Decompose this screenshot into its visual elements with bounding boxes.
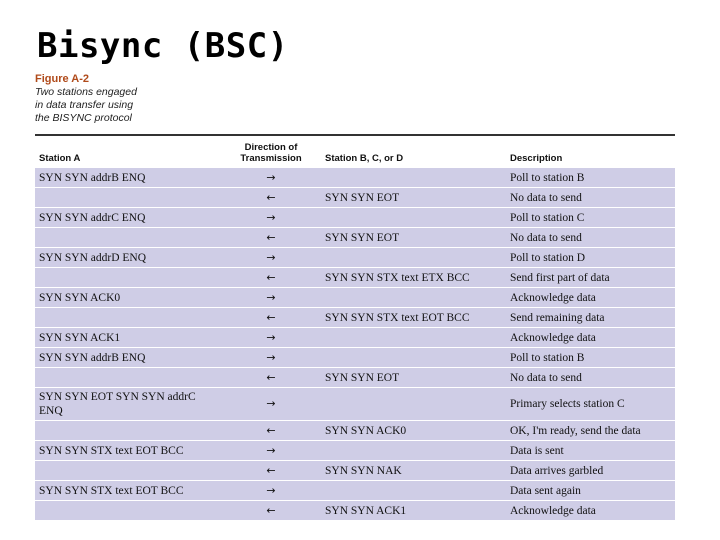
cell-station-b: SYN SYN STX text ETX BCC [321, 268, 506, 288]
cell-station-a [35, 308, 221, 328]
header-station-b: Station B, C, or D [325, 153, 404, 164]
header-station-a: Station A [39, 153, 81, 164]
direction-arrow-icon: → [221, 328, 321, 348]
cell-description: Acknowledge data [506, 328, 675, 348]
cell-station-a: SYN SYN STX text EOT BCC [35, 441, 221, 461]
cell-station-b: SYN SYN NAK [321, 461, 506, 481]
cell-description: Data is sent [506, 441, 675, 461]
cell-station-b [321, 388, 506, 421]
cell-description: Send remaining data [506, 308, 675, 328]
direction-arrow-icon: → [221, 168, 321, 188]
cell-description: Acknowledge data [506, 501, 675, 521]
cell-station-b [321, 328, 506, 348]
direction-arrow-icon: ← [221, 268, 321, 288]
cell-description: Data arrives garbled [506, 461, 675, 481]
protocol-table-container [35, 138, 675, 520]
table-row [35, 208, 675, 228]
table-body [35, 168, 675, 521]
cell-station-b: SYN SYN EOT [321, 188, 506, 208]
figure-caption-text: Two stations engaged in data transfer using the BISYNC protocol [35, 86, 137, 124]
cell-description: No data to send [506, 188, 675, 208]
cell-station-a [35, 268, 221, 288]
cell-station-b [321, 481, 506, 501]
table-row [35, 168, 675, 188]
direction-arrow-icon: → [221, 481, 321, 501]
table-row [35, 228, 675, 248]
table-row [35, 268, 675, 288]
protocol-table [35, 138, 675, 520]
cell-station-a [35, 461, 221, 481]
table-row [35, 368, 675, 388]
direction-arrow-icon: → [221, 348, 321, 368]
cell-station-a [35, 188, 221, 208]
direction-arrow-icon: ← [221, 308, 321, 328]
cell-station-a: SYN SYN addrB ENQ [35, 168, 221, 188]
table-row [35, 288, 675, 308]
cell-station-a [35, 501, 221, 521]
cell-station-b [321, 441, 506, 461]
table-row [35, 248, 675, 268]
cell-description: Poll to station B [506, 348, 675, 368]
cell-station-a [35, 368, 221, 388]
cell-description: Data sent again [506, 481, 675, 501]
cell-description: Primary selects station C [506, 388, 675, 421]
cell-station-b [321, 288, 506, 308]
table-row [35, 308, 675, 328]
header-description: Description [510, 153, 563, 164]
cell-station-a: SYN SYN ACK1 [35, 328, 221, 348]
cell-station-a: SYN SYN addrD ENQ [35, 248, 221, 268]
cell-station-a: SYN SYN addrC ENQ [35, 208, 221, 228]
direction-arrow-icon: ← [221, 228, 321, 248]
header-direction: Direction of Transmission [240, 142, 302, 164]
cell-station-b: SYN SYN STX text EOT BCC [321, 308, 506, 328]
figure-caption [35, 72, 195, 125]
cell-description: Poll to station B [506, 168, 675, 188]
direction-arrow-icon: → [221, 208, 321, 228]
cell-station-a: SYN SYN ACK0 [35, 288, 221, 308]
cell-station-b: SYN SYN ACK0 [321, 421, 506, 441]
direction-arrow-icon: ← [221, 368, 321, 388]
cell-station-b: SYN SYN EOT [321, 368, 506, 388]
slide-title: Bisync (BSC) [37, 26, 289, 66]
table-row [35, 421, 675, 441]
cell-station-b [321, 208, 506, 228]
table-row [35, 501, 675, 521]
direction-arrow-icon: → [221, 441, 321, 461]
table-top-rule [35, 134, 675, 136]
table-header-row [35, 138, 675, 168]
cell-description: No data to send [506, 228, 675, 248]
table-row [35, 348, 675, 368]
cell-description: Poll to station C [506, 208, 675, 228]
table-row [35, 461, 675, 481]
direction-arrow-icon: → [221, 248, 321, 268]
direction-arrow-icon: → [221, 288, 321, 308]
cell-station-a: SYN SYN addrB ENQ [35, 348, 221, 368]
cell-description: OK, I'm ready, send the data [506, 421, 675, 441]
direction-arrow-icon: → [221, 388, 321, 421]
cell-description: Poll to station D [506, 248, 675, 268]
table-row [35, 441, 675, 461]
cell-description: No data to send [506, 368, 675, 388]
cell-station-b: SYN SYN EOT [321, 228, 506, 248]
figure-label: Figure A-2 [35, 73, 89, 85]
direction-arrow-icon: ← [221, 421, 321, 441]
cell-station-b: SYN SYN ACK1 [321, 501, 506, 521]
cell-station-a: SYN SYN EOT SYN SYN addrC ENQ [35, 388, 221, 421]
cell-description: Send first part of data [506, 268, 675, 288]
table-row [35, 188, 675, 208]
direction-arrow-icon: ← [221, 188, 321, 208]
cell-description: Acknowledge data [506, 288, 675, 308]
direction-arrow-icon: ← [221, 461, 321, 481]
table-row [35, 388, 675, 421]
cell-station-a: SYN SYN STX text EOT BCC [35, 481, 221, 501]
cell-station-b [321, 348, 506, 368]
cell-station-b [321, 168, 506, 188]
table-row [35, 328, 675, 348]
cell-station-a [35, 228, 221, 248]
direction-arrow-icon: ← [221, 501, 321, 521]
cell-station-a [35, 421, 221, 441]
cell-station-b [321, 248, 506, 268]
table-row [35, 481, 675, 501]
